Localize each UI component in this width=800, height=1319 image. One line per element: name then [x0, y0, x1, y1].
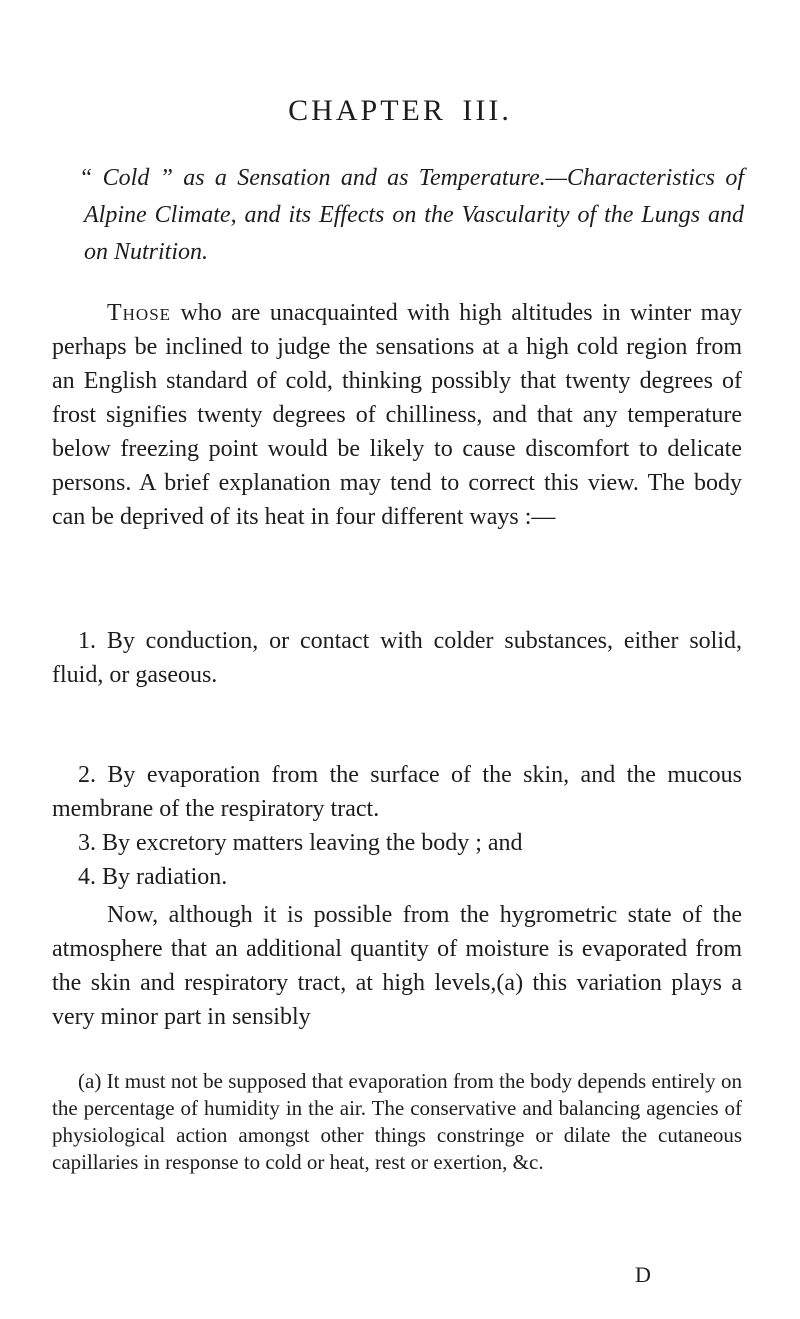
list-item-evaporation: 2. By evaporation from the surface of the skin, and the mucous membrane of the respiratory tract.	[52, 762, 742, 822]
chapter-heading: CHAPTER III.	[288, 94, 512, 127]
signature-mark: D	[635, 1262, 651, 1287]
list-item-conduction: 1. By conduction, or contact with colder substances, either solid, fluid, or gaseous.	[52, 628, 742, 688]
list-item-excretory: 3. By excretory matters leaving the body ; and	[78, 830, 523, 856]
paragraph-1-lead-word: Those	[107, 300, 172, 326]
chapter-title: “ Cold ” as a Sensation and as Temperature.—Characteristics of Alpine Climate, and its Effects on the Vascularity of the Lungs and on Nutrition.	[79, 165, 744, 265]
paragraph-1	[52, 296, 742, 534]
paragraph-2: Now, although it is possible from the hygrometric state of the atmosphere that an additional quantity of moisture is evaporated from the skin and respiratory tract, at high levels,(a) this variation plays a very minor part in sensibly	[52, 902, 742, 1030]
paragraph-1-text: who are unacquainted with high altitudes in winter may perhaps be inclined to judge the sensations at a high cold region from an English standard of cold, thinking possibly that twenty degrees of frost signifies twenty degrees of chilliness, and that any temperature below freezing point would be likely to cause discomfort to delicate persons. A brief explanation may tend to correct this view. The body can be deprived of its heat in four different ways :—	[52, 300, 742, 530]
footnote: (a) It must not be supposed that evaporation from the body depends entirely on the percentage of humidity in the air. The conservative and balancing agencies of physiological action amongst other things constringe or dilate the cutaneous capillaries in response to cold or heat, rest or exertion, &c.	[52, 1069, 742, 1174]
list-item-radiation: 4. By radiation.	[78, 864, 228, 890]
